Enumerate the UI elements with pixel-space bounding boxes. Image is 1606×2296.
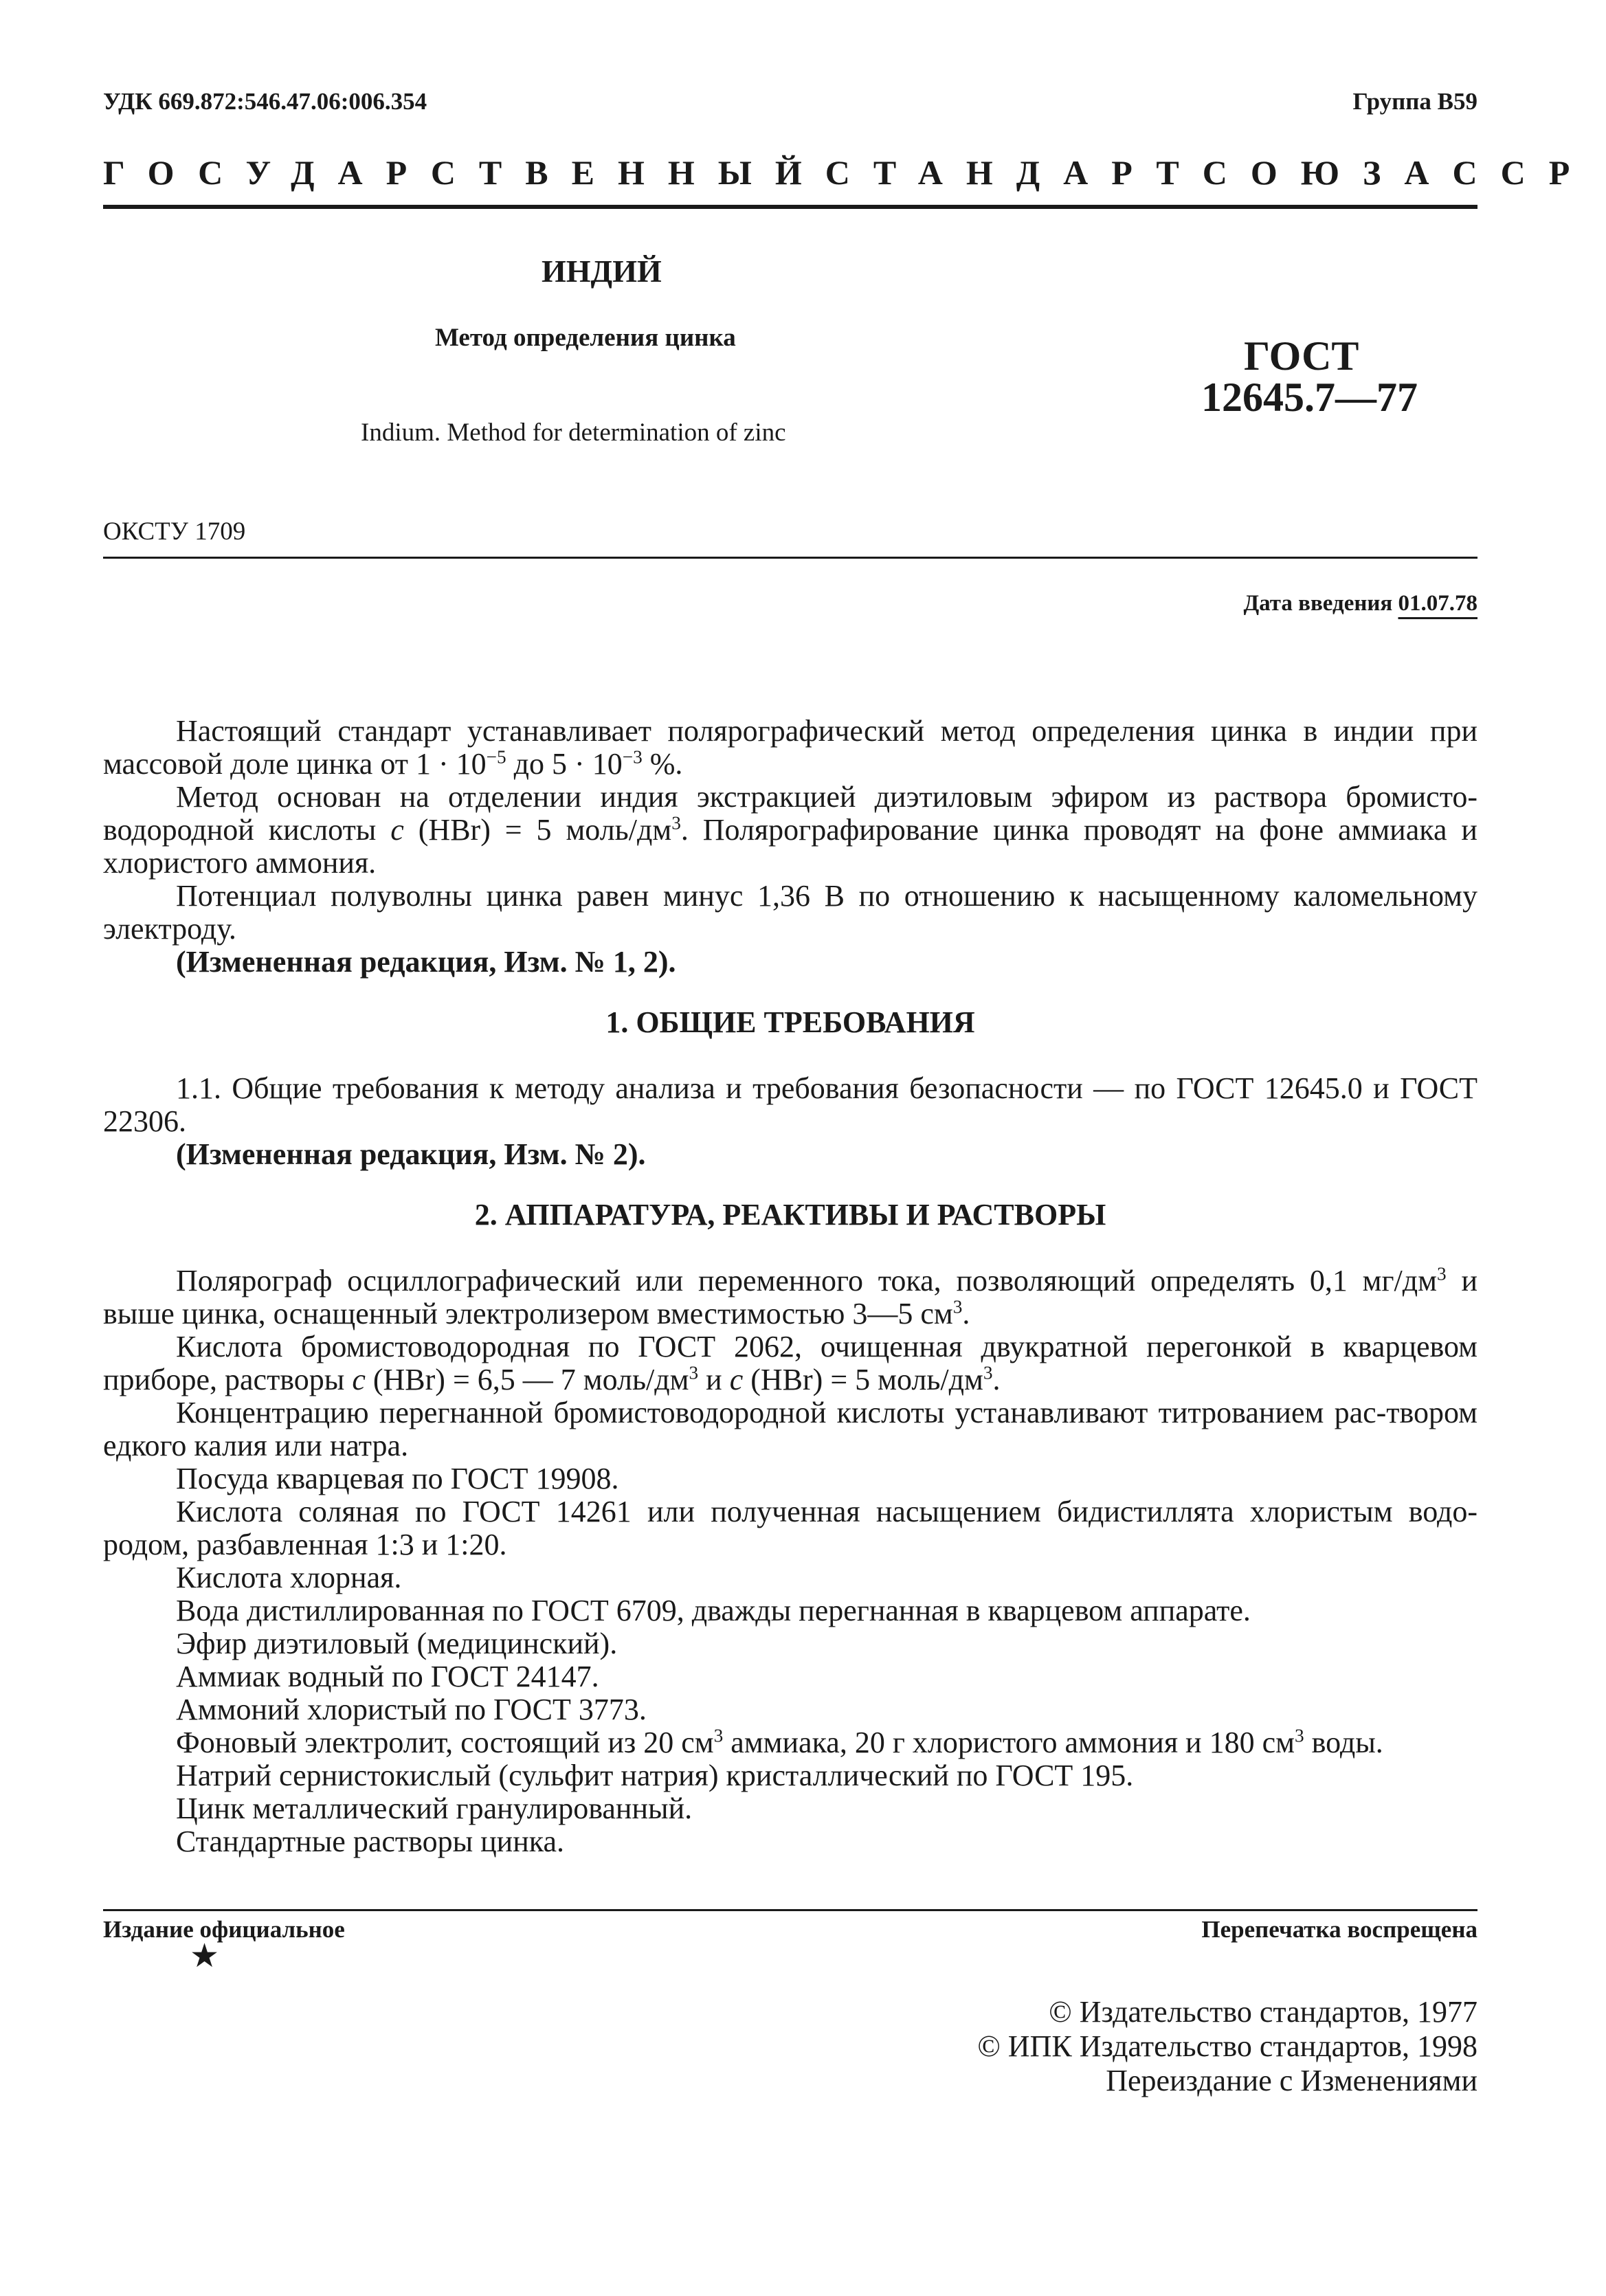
section-2-item-2	[103, 1330, 1477, 1396]
section-2-item-8: Эфир диэтиловый (медицинский).	[176, 1627, 618, 1660]
section-2-item-3: Концентрацию перегнанной бромистоводородной кислоты устанавливают титрованием рас-твором едкого калия или натра.	[103, 1396, 1477, 1462]
gost-label: ГОСТ	[1244, 333, 1359, 379]
section-1-heading: 1. ОБЩИЕ ТРЕБОВАНИЯ	[605, 1005, 975, 1039]
section-2-item-4: Посуда кварцевая по ГОСТ 19908.	[176, 1462, 619, 1495]
document-subtitle: Метод определения цинка	[435, 324, 736, 352]
variable: с	[390, 813, 404, 847]
variable: с	[352, 1363, 366, 1396]
variable: с	[729, 1363, 744, 1396]
okstu-rule	[103, 557, 1477, 559]
section-2-item-1	[103, 1264, 1477, 1330]
text: и	[698, 1363, 730, 1396]
section-2-item-11	[103, 1726, 1477, 1759]
text: (HBr) = 6,5 — 7 моль/дм	[365, 1363, 689, 1396]
superscript: 3	[1294, 1725, 1304, 1746]
document-title: ИНДИЙ	[542, 254, 662, 289]
banner-word-1: ГОСУДАРСТВЕННЫЙ	[103, 153, 825, 192]
udk-code: УДК 669.872:546.47.06:006.354	[103, 88, 427, 115]
star-icon: ★	[190, 1938, 220, 1974]
banner-word-4: ССР	[1452, 153, 1594, 192]
superscript: 3	[671, 812, 681, 834]
date-label: Дата введения	[1243, 591, 1393, 616]
text: (HBr) = 5 моль/дм	[403, 813, 672, 847]
official-edition: Издание официальное	[103, 1916, 345, 1943]
copyright-1977: © Издательство стандартов, 1977	[1049, 1995, 1477, 2029]
text: и выше цинка, оснащенный электролизером вместимостью 3—5 см	[103, 1264, 1478, 1330]
okstu-code: ОКСТУ 1709	[103, 517, 246, 546]
reissue-note: Переиздание с Изменениями	[1106, 2064, 1477, 2097]
text: воды.	[1304, 1726, 1383, 1759]
intro-amendment-note: (Измененная редакция, Изм. № 1, 2).	[176, 945, 676, 979]
text: Фоновый электролит, состоящий из 20 см	[176, 1726, 714, 1759]
text: . Полярографирование цинка проводят на фоне аммиака и хлористого аммония.	[103, 813, 1477, 880]
section-1-amendment-note: (Измененная редакция, Изм. № 2).	[176, 1137, 646, 1171]
state-standard-banner	[103, 153, 1594, 192]
section-2-item-14: Стандартные растворы цинка.	[176, 1825, 565, 1858]
banner-word-2: СТАНДАРТ	[825, 153, 1203, 192]
text: до 5 · 10	[506, 747, 623, 781]
banner-word-3: СОЮЗА	[1202, 153, 1453, 192]
superscript: 3	[1437, 1263, 1447, 1284]
text: Настоящий стандарт устанавливает полярографический метод определения цинка в индии при массовой доле цинка от 1 · 10	[103, 714, 1477, 781]
text: Кислота бромистоводородная по ГОСТ 2062, очищенная двукратной перегонкой в кварцевом приборе, растворы	[103, 1330, 1477, 1396]
group-code: Группа В59	[1352, 88, 1477, 115]
superscript: −3	[622, 746, 643, 768]
text: .	[992, 1363, 1001, 1396]
copyright-block	[977, 1995, 1477, 2098]
reprint-prohibited: Перепечатка воспрещена	[1201, 1916, 1477, 1943]
section-2-item-13: Цинк металлический гранулированный.	[176, 1792, 693, 1825]
section-2-item-7: Вода дистиллированная по ГОСТ 6709, дважды перегнанная в кварцевом аппарате.	[176, 1594, 1251, 1627]
section-2-item-12: Натрий сернистокислый (сульфит натрия) кристаллический по ГОСТ 195.	[176, 1759, 1134, 1792]
superscript: 3	[952, 1296, 963, 1317]
section-2-item-5: Кислота соляная по ГОСТ 14261 или полученная насыщением бидистиллята хлористым водо-родом, разбавленная 1:3 и 1:20.	[103, 1495, 1477, 1561]
intro-paragraph-3: Потенциал полуволны цинка равен минус 1,36 В по отношению к насыщенному каломельному электроду.	[103, 879, 1477, 946]
footer-rule	[103, 1909, 1477, 1911]
section-2-heading: 2. АППАРАТУРА, РЕАКТИВЫ И РАСТВОРЫ	[474, 1198, 1106, 1231]
superscript: −5	[486, 746, 506, 768]
section-2-item-9: Аммиак водный по ГОСТ 24147.	[176, 1660, 599, 1693]
gost-number: 12645.7—77	[1201, 375, 1418, 420]
text: Метод основан на отделении индия экстракцией диэтиловым эфиром из раствора бромисто-водородной кислоты	[103, 780, 1477, 847]
copyright-1998: © ИПК Издательство стандартов, 1998	[977, 2029, 1477, 2063]
text: Полярограф осциллографический или переменного тока, позволяющий определять 0,1 мг/дм	[176, 1264, 1438, 1297]
english-title: Indium. Method for determination of zinc	[361, 419, 786, 447]
superscript: 3	[983, 1362, 993, 1383]
text: аммиака, 20 г хлористого аммония и 180 см	[723, 1726, 1295, 1759]
intro-paragraph-1	[103, 715, 1477, 781]
section-2-item-10: Аммоний хлористый по ГОСТ 3773.	[176, 1693, 647, 1726]
text: .	[962, 1297, 970, 1330]
superscript: 3	[713, 1725, 724, 1746]
date-value: 01.07.78	[1398, 591, 1477, 616]
section-2-item-6: Кислота хлорная.	[176, 1561, 402, 1594]
header-rule	[103, 205, 1477, 209]
section-1-paragraph: 1.1. Общие требования к методу анализа и требования безопасности — по ГОСТ 12645.0 и ГОСТ 22306.	[103, 1071, 1477, 1138]
text: %.	[642, 747, 683, 781]
intro-paragraph-2	[103, 781, 1477, 880]
introduction-date	[1243, 591, 1477, 616]
superscript: 3	[689, 1362, 699, 1383]
text: (HBr) = 5 моль/дм	[743, 1363, 983, 1396]
